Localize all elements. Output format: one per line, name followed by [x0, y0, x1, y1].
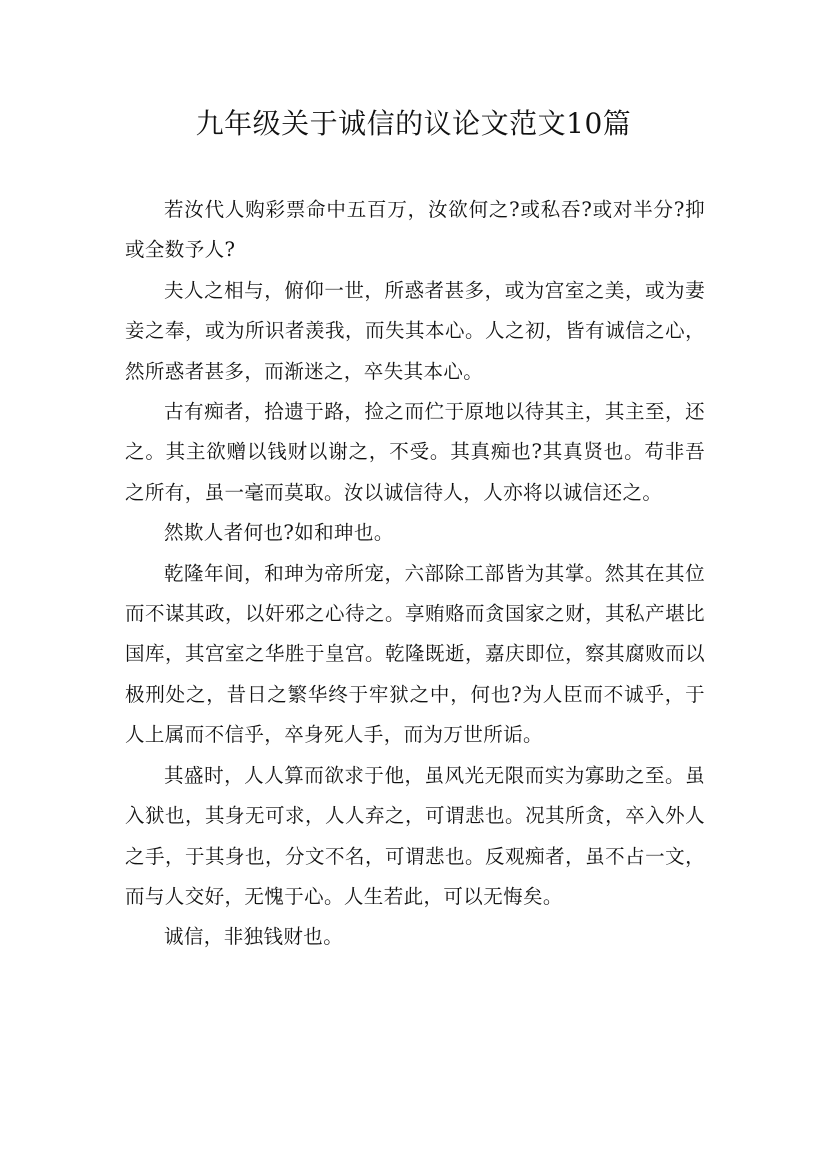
paragraph-1: 若汝代人购彩票命中五百万，汝欲何之?或私吞?或对半分?抑或全数予人? — [125, 198, 705, 262]
paragraph-2: 夫人之相与，俯仰一世，所惑者甚多，或为宫室之美，或为妻妾之奉，或为所识者羡我，而失其本心。人之初，皆有诚信之心，然所惑者甚多，而渐迷之，卒失其本心。 — [125, 278, 705, 383]
paragraph-4: 然欺人者何也?如和珅也。 — [164, 521, 394, 545]
paragraph-5: 乾隆年间，和珅为帝所宠，六部除工部皆为其掌。然其在其位而不谋其政，以奸邪之心待之。享贿赂而贪国家之财，其私产堪比国库，其宫室之华胜于皇宫。乾隆既逝，嘉庆即位，察其腐败而以极刑处之，昔日之繁华终于牢狱之中，何也?为人臣而不诚乎，于人上属而不信乎，卒身死人手，而为万世所诟。 — [125, 561, 705, 747]
paragraph-7: 诚信，非独钱财也。 — [164, 925, 344, 949]
document-title: 九年级关于诚信的议论文范文10篇 — [195, 107, 632, 140]
paragraph-3: 古有痴者，拾遗于路，捡之而伫于原地以待其主，其主至，还之。其主欲赠以钱财以谢之，不受。其真痴也?其真贤也。苟非吾之所有，虽一毫而莫取。汝以诚信待人，人亦将以诚信还之。 — [125, 400, 705, 504]
document-body — [125, 190, 705, 958]
paragraph-6: 其盛时，人人算而欲求于他，虽风光无限而实为寡助之至。虽入狱也，其身无可求，人人弃之，可谓悲也。况其所贪，卒入外人之手，于其身也，分文不名，可谓悲也。反观痴者，虽不占一文，而与人交好，无愧于心。人生若此，可以无悔矣。 — [125, 763, 705, 908]
